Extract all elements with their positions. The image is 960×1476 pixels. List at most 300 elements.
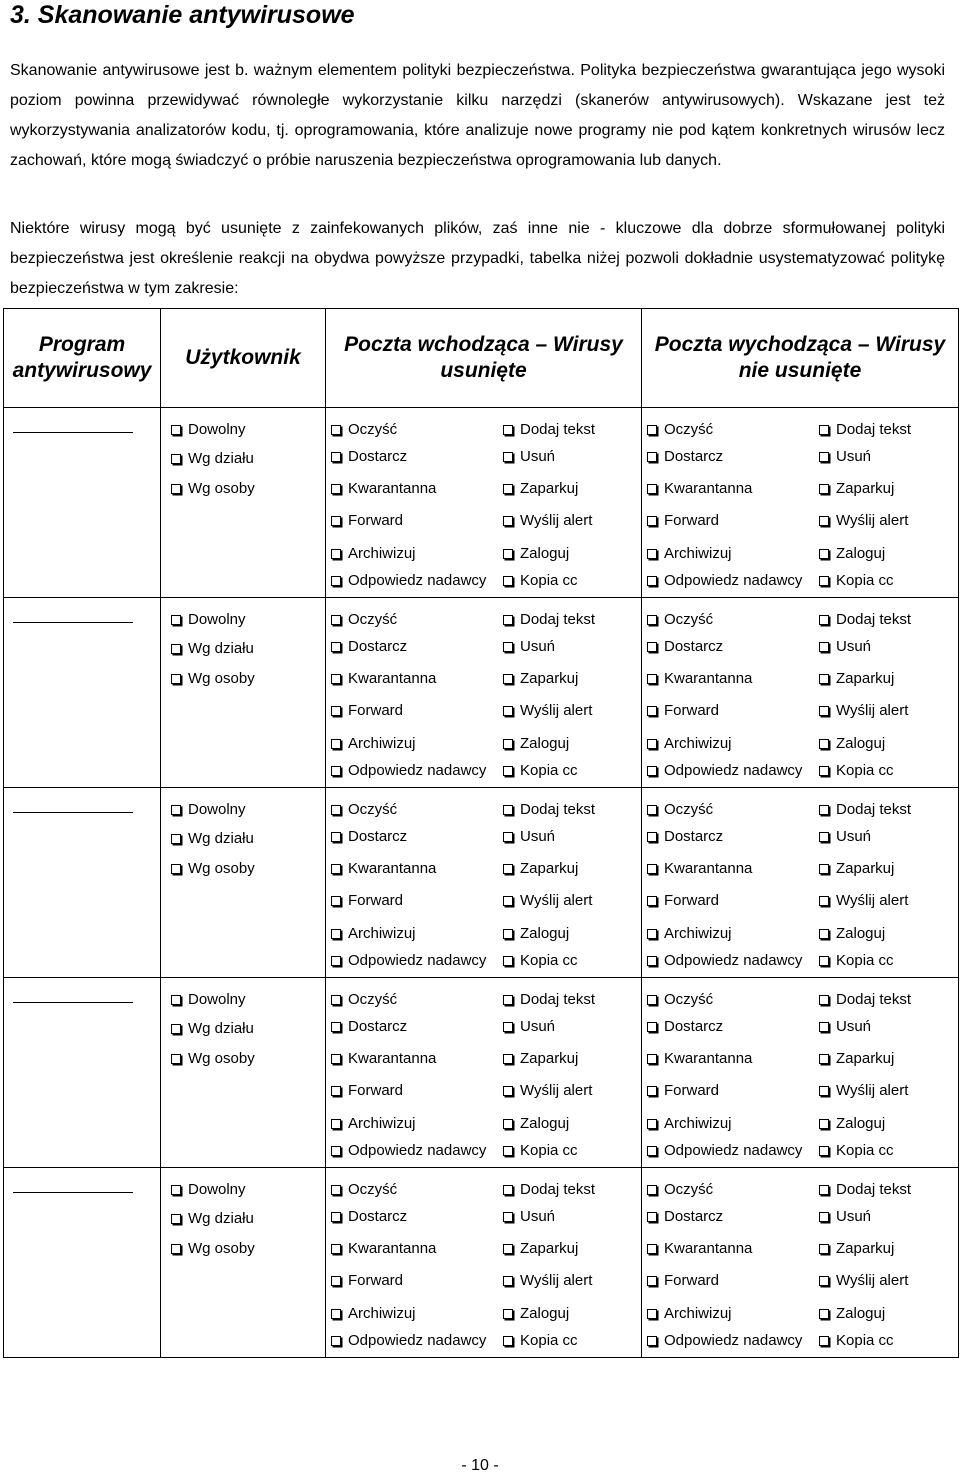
incoming-action-option[interactable] — [503, 762, 578, 779]
outgoing-action-option[interactable] — [647, 512, 719, 529]
incoming-action-option[interactable] — [503, 860, 578, 877]
outgoing-action-option[interactable] — [819, 1181, 911, 1198]
checkbox-icon[interactable] — [819, 1146, 829, 1156]
checkbox-icon[interactable] — [503, 576, 513, 586]
checkbox-icon[interactable] — [647, 1276, 657, 1286]
checkbox-icon[interactable] — [171, 644, 181, 654]
checkbox-icon[interactable] — [647, 896, 657, 906]
incoming-action-option[interactable] — [331, 1018, 407, 1035]
checkbox-icon[interactable] — [647, 1212, 657, 1222]
checkbox-icon[interactable] — [647, 615, 657, 625]
checkbox-icon[interactable] — [503, 956, 513, 966]
user-cell — [161, 788, 326, 978]
checkbox-icon[interactable] — [503, 1336, 513, 1346]
incoming-action-option[interactable] — [503, 670, 578, 687]
incoming-action-option[interactable] — [331, 702, 403, 719]
checkbox-icon[interactable] — [331, 832, 341, 842]
checkbox-icon[interactable] — [647, 674, 657, 684]
checkbox-icon[interactable] — [331, 615, 341, 625]
incoming-action-option[interactable] — [331, 860, 436, 877]
incoming-action-option[interactable] — [331, 670, 436, 687]
checkbox-icon[interactable] — [647, 805, 657, 815]
checkbox-icon[interactable] — [819, 1276, 829, 1286]
checkbox-icon[interactable] — [647, 929, 657, 939]
checkbox-icon[interactable] — [503, 1086, 513, 1096]
incoming-action-option[interactable] — [331, 762, 486, 779]
checkbox-icon[interactable] — [503, 1146, 513, 1156]
incoming-action-option[interactable] — [331, 1181, 397, 1198]
outgoing-action-option[interactable] — [647, 892, 719, 909]
checkbox-icon[interactable] — [647, 549, 657, 559]
checkbox-icon[interactable] — [819, 995, 829, 1005]
checkbox-icon[interactable] — [819, 484, 829, 494]
incoming-action-option[interactable] — [503, 1050, 578, 1067]
checkbox-icon[interactable] — [647, 1146, 657, 1156]
checkbox-icon[interactable] — [503, 739, 513, 749]
checkbox-icon[interactable] — [503, 642, 513, 652]
option-label: Zaloguj — [520, 925, 570, 942]
outgoing-action-option[interactable] — [647, 801, 713, 818]
outgoing-action-option[interactable] — [819, 860, 894, 877]
incoming-action-option[interactable] — [503, 1305, 569, 1322]
outgoing-action-option[interactable] — [819, 925, 885, 942]
outgoing-action-option[interactable] — [819, 611, 911, 628]
outgoing-action-option[interactable] — [819, 1332, 894, 1349]
option-label: Kwarantanna — [348, 860, 437, 877]
checkbox-icon[interactable] — [331, 1119, 341, 1129]
outgoing-action-option[interactable] — [647, 1272, 719, 1289]
user-option[interactable] — [171, 801, 246, 818]
incoming-action-option[interactable] — [503, 480, 578, 497]
outgoing-action-option[interactable] — [647, 480, 752, 497]
option-label: Odpowiedz nadawcy — [664, 1332, 803, 1349]
checkbox-icon[interactable] — [331, 1022, 341, 1032]
checkbox-icon[interactable] — [819, 956, 829, 966]
checkbox-icon[interactable] — [647, 766, 657, 776]
checkbox-icon[interactable] — [171, 484, 181, 494]
outgoing-action-option[interactable] — [819, 1115, 885, 1132]
incoming-action-option[interactable] — [503, 702, 592, 719]
user-option[interactable] — [171, 1240, 255, 1257]
outgoing-action-option[interactable] — [647, 1332, 802, 1349]
checkbox-icon[interactable] — [171, 1054, 181, 1064]
checkbox-icon[interactable] — [819, 896, 829, 906]
outgoing-action-option[interactable] — [819, 572, 894, 589]
checkbox-icon[interactable] — [503, 864, 513, 874]
checkbox-icon[interactable] — [819, 549, 829, 559]
checkbox-icon[interactable] — [503, 1119, 513, 1129]
checkbox-icon[interactable] — [819, 706, 829, 716]
incoming-action-option[interactable] — [331, 1272, 403, 1289]
option-label: Archiwizuj — [348, 545, 416, 562]
checkbox-icon[interactable] — [819, 1244, 829, 1254]
checkbox-icon[interactable] — [171, 1244, 181, 1254]
checkbox-icon[interactable] — [503, 706, 513, 716]
incoming-action-option[interactable] — [503, 1208, 555, 1225]
option-label: Zaparkuj — [836, 670, 895, 687]
checkbox-icon[interactable] — [331, 1054, 341, 1064]
incoming-action-option[interactable] — [331, 892, 403, 909]
incoming-action-option[interactable] — [331, 480, 436, 497]
incoming-action-option[interactable] — [503, 421, 595, 438]
checkbox-icon[interactable] — [171, 615, 181, 625]
incoming-action-option[interactable] — [503, 925, 569, 942]
outgoing-action-option[interactable] — [647, 670, 752, 687]
checkbox-icon[interactable] — [819, 1054, 829, 1064]
user-option[interactable] — [171, 480, 255, 497]
checkbox-icon[interactable] — [647, 1309, 657, 1319]
option-label: Archiwizuj — [664, 735, 732, 752]
user-option[interactable] — [171, 670, 255, 687]
outgoing-action-option[interactable] — [647, 1082, 719, 1099]
outgoing-action-option[interactable] — [647, 762, 802, 779]
program-name-blank[interactable] — [13, 812, 133, 813]
incoming-action-option[interactable] — [503, 545, 569, 562]
checkbox-icon[interactable] — [331, 484, 341, 494]
incoming-action-option[interactable] — [331, 1142, 486, 1159]
outgoing-action-option[interactable] — [819, 735, 885, 752]
outgoing-action-option[interactable] — [819, 1142, 894, 1159]
program-name-blank[interactable] — [13, 432, 133, 433]
incoming-action-option[interactable] — [503, 512, 592, 529]
checkbox-icon[interactable] — [647, 1086, 657, 1096]
checkbox-icon[interactable] — [503, 995, 513, 1005]
outgoing-action-option[interactable] — [647, 1240, 752, 1257]
incoming-action-option[interactable] — [503, 991, 595, 1008]
outgoing-action-option[interactable] — [819, 1050, 894, 1067]
checkbox-icon[interactable] — [503, 452, 513, 462]
outgoing-action-option[interactable] — [819, 892, 908, 909]
antivirus-policy-table — [3, 308, 959, 1358]
checkbox-icon[interactable] — [171, 1024, 181, 1034]
checkbox-icon[interactable] — [647, 452, 657, 462]
incoming-action-option[interactable] — [503, 1115, 569, 1132]
checkbox-icon[interactable] — [503, 1054, 513, 1064]
checkbox-icon[interactable] — [819, 452, 829, 462]
checkbox-icon[interactable] — [819, 576, 829, 586]
outgoing-action-option[interactable] — [819, 638, 871, 655]
checkbox-icon[interactable] — [647, 484, 657, 494]
outgoing-action-option[interactable] — [647, 828, 723, 845]
outgoing-action-option[interactable] — [819, 448, 871, 465]
checkbox-icon[interactable] — [819, 805, 829, 815]
outgoing-action-option[interactable] — [647, 1181, 713, 1198]
outgoing-action-option[interactable] — [819, 702, 908, 719]
incoming-action-option[interactable] — [503, 952, 578, 969]
option-label: Odpowiedz nadawcy — [664, 952, 803, 969]
checkbox-icon[interactable] — [647, 642, 657, 652]
checkbox-icon[interactable] — [331, 1146, 341, 1156]
outgoing-action-option[interactable] — [819, 1018, 871, 1035]
outgoing-action-option[interactable] — [819, 421, 911, 438]
user-option[interactable] — [171, 640, 254, 657]
checkbox-icon[interactable] — [647, 1336, 657, 1346]
incoming-action-option[interactable] — [503, 448, 555, 465]
checkbox-icon[interactable] — [819, 766, 829, 776]
checkbox-icon[interactable] — [819, 1119, 829, 1129]
option-label: Zaloguj — [836, 545, 886, 562]
outgoing-action-option[interactable] — [819, 1082, 908, 1099]
outgoing-action-option[interactable] — [647, 952, 802, 969]
option-label: Zaparkuj — [836, 1050, 895, 1067]
incoming-action-option[interactable] — [503, 1082, 592, 1099]
user-option[interactable] — [171, 830, 254, 847]
checkbox-icon[interactable] — [503, 425, 513, 435]
checkbox-icon[interactable] — [331, 739, 341, 749]
checkbox-icon[interactable] — [503, 805, 513, 815]
option-label: Odpowiedz nadawcy — [348, 762, 487, 779]
checkbox-icon[interactable] — [171, 674, 181, 684]
checkbox-icon[interactable] — [331, 995, 341, 1005]
outgoing-action-option[interactable] — [819, 991, 911, 1008]
checkbox-icon[interactable] — [647, 516, 657, 526]
option-label: Forward — [348, 1082, 404, 1099]
incoming-action-option[interactable] — [503, 801, 595, 818]
checkbox-icon[interactable] — [819, 929, 829, 939]
outgoing-action-option[interactable] — [819, 512, 908, 529]
option-label: Dowolny — [188, 1181, 246, 1198]
checkbox-icon[interactable] — [331, 1212, 341, 1222]
checkbox-icon[interactable] — [503, 832, 513, 842]
incoming-action-option[interactable] — [331, 421, 397, 438]
incoming-action-option[interactable] — [331, 801, 397, 818]
outgoing-action-option[interactable] — [819, 1305, 885, 1322]
incoming-action-option[interactable] — [503, 1181, 595, 1198]
checkbox-icon[interactable] — [819, 674, 829, 684]
checkbox-icon[interactable] — [819, 516, 829, 526]
table-row — [4, 1168, 959, 1358]
outgoing-action-option[interactable] — [647, 991, 713, 1008]
incoming-action-option[interactable] — [331, 1332, 486, 1349]
checkbox-icon[interactable] — [819, 1185, 829, 1195]
checkbox-icon[interactable] — [331, 674, 341, 684]
checkbox-icon[interactable] — [331, 956, 341, 966]
checkbox-icon[interactable] — [647, 576, 657, 586]
checkbox-icon[interactable] — [331, 642, 341, 652]
checkbox-icon[interactable] — [503, 615, 513, 625]
outgoing-action-option[interactable] — [819, 1240, 894, 1257]
outgoing-action-option[interactable] — [647, 611, 713, 628]
checkbox-icon[interactable] — [503, 1276, 513, 1286]
incoming-action-option[interactable] — [331, 925, 416, 942]
checkbox-icon[interactable] — [819, 739, 829, 749]
user-option[interactable] — [171, 450, 254, 467]
incoming-action-option[interactable] — [503, 572, 578, 589]
outgoing-action-option[interactable] — [819, 828, 871, 845]
incoming-action-option[interactable] — [331, 1082, 403, 1099]
checkbox-icon[interactable] — [819, 1336, 829, 1346]
checkbox-icon[interactable] — [331, 452, 341, 462]
checkbox-icon[interactable] — [647, 1244, 657, 1254]
checkbox-icon[interactable] — [503, 1185, 513, 1195]
checkbox-icon[interactable] — [171, 864, 181, 874]
incoming-action-option[interactable] — [331, 448, 407, 465]
option-label: Forward — [664, 512, 720, 529]
outgoing-action-option[interactable] — [819, 545, 885, 562]
incoming-action-option[interactable] — [503, 735, 569, 752]
checkbox-icon[interactable] — [171, 995, 181, 1005]
checkbox-icon[interactable] — [647, 1185, 657, 1195]
outgoing-action-option[interactable] — [819, 762, 894, 779]
program-cell — [4, 1168, 161, 1358]
checkbox-icon[interactable] — [819, 1022, 829, 1032]
checkbox-icon[interactable] — [331, 516, 341, 526]
checkbox-icon[interactable] — [819, 1212, 829, 1222]
checkbox-icon[interactable] — [503, 896, 513, 906]
incoming-action-option[interactable] — [503, 892, 592, 909]
checkbox-icon[interactable] — [647, 739, 657, 749]
checkbox-icon[interactable] — [503, 1309, 513, 1319]
checkbox-icon[interactable] — [819, 1086, 829, 1096]
incoming-action-option[interactable] — [503, 1272, 592, 1289]
incoming-action-option[interactable] — [503, 638, 555, 655]
checkbox-icon[interactable] — [647, 864, 657, 874]
checkbox-icon[interactable] — [647, 1022, 657, 1032]
incoming-action-option[interactable] — [331, 735, 416, 752]
option-label: Kopia cc — [520, 1142, 578, 1159]
checkbox-icon[interactable] — [647, 1119, 657, 1129]
incoming-action-option[interactable] — [331, 1208, 407, 1225]
incoming-action-option[interactable] — [331, 512, 403, 529]
checkbox-icon[interactable] — [331, 576, 341, 586]
incoming-action-option[interactable] — [503, 1240, 578, 1257]
user-option[interactable] — [171, 860, 255, 877]
checkbox-icon[interactable] — [331, 1336, 341, 1346]
outgoing-action-option[interactable] — [647, 638, 723, 655]
checkbox-icon[interactable] — [171, 805, 181, 815]
incoming-action-option[interactable] — [331, 1305, 416, 1322]
checkbox-icon[interactable] — [819, 1309, 829, 1319]
outgoing-action-option[interactable] — [647, 1115, 732, 1132]
checkbox-icon[interactable] — [171, 425, 181, 435]
checkbox-icon[interactable] — [647, 1054, 657, 1064]
checkbox-icon[interactable] — [503, 1244, 513, 1254]
checkbox-icon[interactable] — [171, 1214, 181, 1224]
option-label: Usuń — [836, 1208, 872, 1225]
outgoing-action-option[interactable] — [647, 1050, 752, 1067]
incoming-action-option[interactable] — [503, 1018, 555, 1035]
outgoing-action-option[interactable] — [819, 480, 894, 497]
outgoing-action-option[interactable] — [647, 925, 732, 942]
user-option[interactable] — [171, 421, 246, 438]
checkbox-icon[interactable] — [331, 1185, 341, 1195]
checkbox-icon[interactable] — [819, 615, 829, 625]
checkbox-icon[interactable] — [503, 484, 513, 494]
user-option[interactable] — [171, 991, 246, 1008]
checkbox-icon[interactable] — [331, 1086, 341, 1096]
incoming-action-option[interactable] — [503, 828, 555, 845]
outgoing-action-option[interactable] — [647, 1018, 723, 1035]
outgoing-action-option[interactable] — [819, 1272, 908, 1289]
incoming-action-option[interactable] — [331, 1115, 416, 1132]
outgoing-action-option[interactable] — [647, 1208, 723, 1225]
checkbox-icon[interactable] — [503, 674, 513, 684]
option-label: Oczyść — [348, 1181, 398, 1198]
checkbox-icon[interactable] — [503, 766, 513, 776]
option-label: Archiwizuj — [348, 1115, 416, 1132]
outgoing-action-option[interactable] — [819, 801, 911, 818]
option-label: Usuń — [520, 1018, 556, 1035]
user-option[interactable] — [171, 611, 246, 628]
outgoing-action-option[interactable] — [647, 545, 732, 562]
incoming-action-option[interactable] — [503, 1142, 578, 1159]
incoming-action-option[interactable] — [503, 611, 595, 628]
incoming-action-option[interactable] — [331, 1240, 436, 1257]
outgoing-action-option[interactable] — [647, 860, 752, 877]
user-option[interactable] — [171, 1020, 254, 1037]
checkbox-icon[interactable] — [331, 1276, 341, 1286]
checkbox-icon[interactable] — [819, 832, 829, 842]
checkbox-icon[interactable] — [819, 642, 829, 652]
outgoing-action-option[interactable] — [647, 572, 802, 589]
checkbox-icon[interactable] — [503, 1022, 513, 1032]
program-name-blank[interactable] — [13, 622, 133, 623]
checkbox-icon[interactable] — [331, 929, 341, 939]
outgoing-action-option[interactable] — [647, 448, 723, 465]
checkbox-icon[interactable] — [503, 516, 513, 526]
checkbox-icon[interactable] — [331, 1244, 341, 1254]
outgoing-action-option[interactable] — [819, 1208, 871, 1225]
checkbox-icon[interactable] — [647, 995, 657, 1005]
checkbox-icon[interactable] — [819, 425, 829, 435]
checkbox-icon[interactable] — [171, 1185, 181, 1195]
checkbox-icon[interactable] — [331, 706, 341, 716]
checkbox-icon[interactable] — [331, 896, 341, 906]
incoming-action-option[interactable] — [331, 991, 397, 1008]
incoming-action-option[interactable] — [503, 1332, 578, 1349]
checkbox-icon[interactable] — [503, 549, 513, 559]
user-option[interactable] — [171, 1050, 255, 1067]
user-option[interactable] — [171, 1210, 254, 1227]
incoming-action-option[interactable] — [331, 572, 486, 589]
outgoing-action-option[interactable] — [819, 670, 894, 687]
incoming-action-option[interactable] — [331, 611, 397, 628]
checkbox-icon[interactable] — [647, 832, 657, 842]
checkbox-icon[interactable] — [331, 805, 341, 815]
outgoing-action-option[interactable] — [647, 1142, 802, 1159]
checkbox-icon[interactable] — [503, 1212, 513, 1222]
checkbox-icon[interactable] — [331, 425, 341, 435]
checkbox-icon[interactable] — [647, 425, 657, 435]
outgoing-action-option[interactable] — [647, 1305, 732, 1322]
checkbox-icon[interactable] — [647, 956, 657, 966]
outgoing-action-option[interactable] — [819, 952, 894, 969]
incoming-action-option[interactable] — [331, 828, 407, 845]
checkbox-icon[interactable] — [819, 864, 829, 874]
option-label: Forward — [664, 1082, 720, 1099]
checkbox-icon[interactable] — [331, 549, 341, 559]
option-label: Kwarantanna — [348, 670, 437, 687]
user-option[interactable] — [171, 1181, 246, 1198]
program-name-blank[interactable] — [13, 1002, 133, 1003]
outgoing-action-option[interactable] — [647, 735, 732, 752]
program-name-blank[interactable] — [13, 1192, 133, 1193]
checkbox-icon[interactable] — [331, 766, 341, 776]
checkbox-icon[interactable] — [171, 834, 181, 844]
outgoing-action-option[interactable] — [647, 702, 719, 719]
incoming-action-option[interactable] — [331, 545, 416, 562]
checkbox-icon[interactable] — [331, 1309, 341, 1319]
checkbox-icon[interactable] — [503, 929, 513, 939]
incoming-action-option[interactable] — [331, 952, 486, 969]
incoming-action-option[interactable] — [331, 1050, 436, 1067]
checkbox-icon[interactable] — [331, 864, 341, 874]
checkbox-icon[interactable] — [171, 454, 181, 464]
outgoing-action-option[interactable] — [647, 421, 713, 438]
incoming-actions-cell — [326, 598, 642, 788]
incoming-action-option[interactable] — [331, 638, 407, 655]
checkbox-icon[interactable] — [647, 706, 657, 716]
